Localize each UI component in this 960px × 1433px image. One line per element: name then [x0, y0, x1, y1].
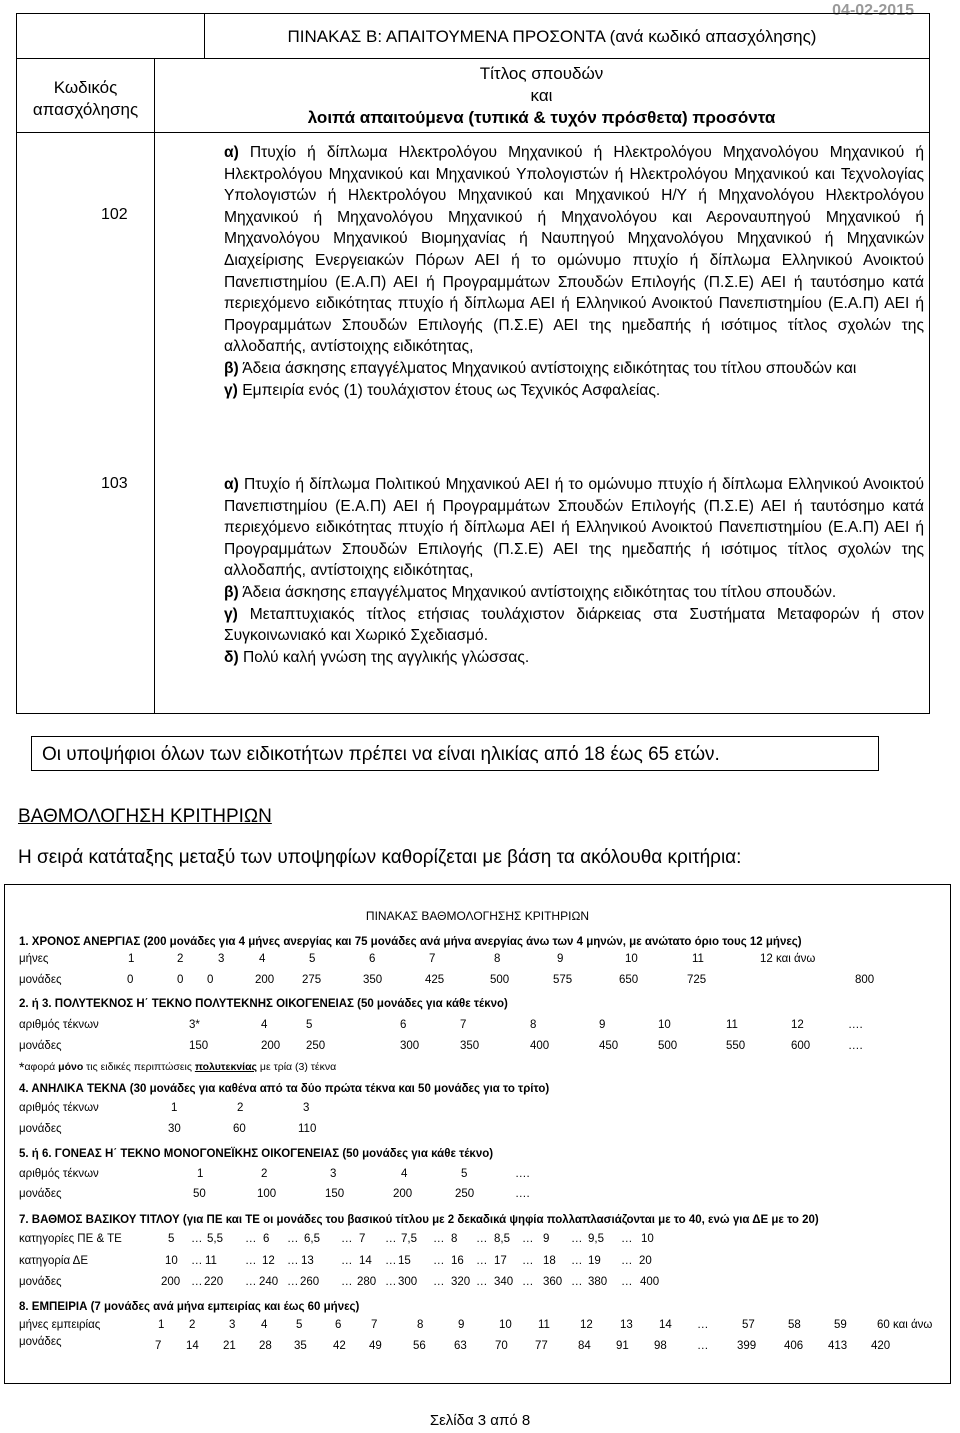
s7-row2-cell: …	[287, 1255, 299, 1267]
s8-row2-cell: 420	[871, 1340, 891, 1352]
s4-row2-cell: 110	[298, 1123, 317, 1135]
s8-row2-cell: 84	[578, 1340, 591, 1352]
s7-row3-cell: …	[245, 1276, 257, 1288]
s7-row1-cell: …	[287, 1233, 299, 1245]
s8-row2-cell: 91	[616, 1340, 629, 1352]
s1-row1-cell: 9	[557, 953, 564, 965]
s7-row1-cell: 9	[543, 1233, 550, 1245]
s7-row3-cell: 380	[588, 1276, 608, 1288]
section-7-row3-label: μονάδες	[19, 1276, 62, 1288]
s1-row1-cell: 4	[259, 953, 266, 965]
s8-row1-cell: 60 και άνω	[877, 1319, 933, 1331]
s7-row2-cell: 17	[494, 1255, 507, 1267]
s7-row2-cell: 20	[639, 1255, 652, 1267]
section-1-row2-label: μονάδες	[19, 974, 62, 986]
s8-row2-cell: 35	[294, 1340, 307, 1352]
qualifications-table	[16, 13, 930, 714]
s8-row1-cell: 3	[229, 1319, 236, 1331]
s7-row1-cell: 6,5	[304, 1233, 320, 1245]
s5-row2-cell: 200	[393, 1188, 413, 1200]
title-column-header: Τίτλος σπουδών και λοιπά απαιτούμενα (τυπικά & τυχόν πρόσθετα) προσόντα	[307, 64, 776, 127]
s7-row3-cell: 200	[161, 1276, 181, 1288]
s1-row1-cell: 2	[177, 953, 184, 965]
s7-row2-cell: 13	[301, 1255, 314, 1267]
s2-row1-cell: 12	[791, 1019, 804, 1031]
s7-row1-cell: 7,5	[401, 1233, 417, 1245]
s7-row3-cell: …	[522, 1276, 534, 1288]
job-code-103: 103	[101, 475, 128, 492]
s1-row2-cell: 425	[425, 974, 445, 986]
section-5-heading: 5. ή 6. ΓΟΝΕΑΣ Η΄ ΤΕΚΝΟ ΜΟΝΟΓΟΝΕΪΚΗΣ ΟΙΚΟΓΕΝΕΙΑΣ (50 μονάδες για κάθε τέκνο)	[19, 1148, 494, 1160]
s7-row3-cell: …	[433, 1276, 445, 1288]
s8-row1-cell: 14	[659, 1319, 672, 1331]
s8-row1-cell: 5	[296, 1319, 303, 1331]
s8-row1-cell: 58	[788, 1319, 801, 1331]
s1-row2-cell: 725	[687, 974, 707, 986]
section-5-row1-label: αριθμός τέκνων	[19, 1168, 99, 1180]
s8-row1-cell: 9	[458, 1319, 465, 1331]
s8-row1-cell: 59	[834, 1319, 847, 1331]
s2-row1-cell: ….	[848, 1019, 863, 1031]
s5-row2-cell: 50	[193, 1188, 206, 1200]
s5-row1-cell: 4	[401, 1168, 408, 1180]
s8-row1-cell: 4	[261, 1319, 268, 1331]
s8-row1-cell: 6	[335, 1319, 342, 1331]
s7-row1-cell: 9,5	[588, 1233, 604, 1245]
s7-row3-cell: …	[621, 1276, 633, 1288]
s1-row1-cell: 7	[429, 953, 436, 965]
section-5-row2-label: μονάδες	[19, 1188, 62, 1200]
s5-row2-cell: 150	[325, 1188, 345, 1200]
s2-row1-cell: 9	[599, 1019, 606, 1031]
s7-row2-cell: …	[571, 1255, 583, 1267]
s2-row2-cell: 350	[460, 1040, 480, 1052]
s7-row1-cell: 5,5	[207, 1233, 223, 1245]
section-2-note: *αφορά μόνο τις ειδικές περιπτώσεις πολυτεκνίας με τρία (3) τέκνα	[19, 1059, 337, 1075]
s7-row1-cell: …	[571, 1233, 583, 1245]
s7-row1-cell: 7	[359, 1233, 366, 1245]
s8-row1-cell: 8	[417, 1319, 424, 1331]
s1-row1-cell: 10	[625, 953, 638, 965]
s8-row1-cell: …	[697, 1319, 709, 1331]
s2-row1-cell: 6	[400, 1019, 407, 1031]
s8-row2-cell: 49	[369, 1340, 382, 1352]
s8-row2-cell: 56	[413, 1340, 426, 1352]
s4-row2-cell: 30	[168, 1123, 181, 1135]
s2-row1-cell: 4	[261, 1019, 268, 1031]
s8-row1-cell: 12	[580, 1319, 593, 1331]
s2-row2-cell: 600	[791, 1040, 811, 1052]
s8-row2-cell: 413	[828, 1340, 848, 1352]
s2-row1-cell: 10	[658, 1019, 671, 1031]
s1-row2-cell: 800	[855, 974, 875, 986]
s5-row2-cell: ….	[515, 1188, 530, 1200]
s8-row2-cell: 406	[784, 1340, 804, 1352]
section-1-row1-label: μήνες	[19, 953, 49, 965]
scoring-intro: Η σειρά κατάταξης μεταξύ των υποψηφίων καθορίζεται με βάση τα ακόλουθα κριτήρια:	[18, 847, 742, 868]
s1-row2-cell: 575	[553, 974, 573, 986]
code-column-header: Κωδικός απασχόλησης	[32, 78, 139, 119]
section-8-heading: 8. ΕΜΠΕΙΡΙΑ (7 μονάδες ανά μήνα εμπειρίας και έως 60 μήνες)	[19, 1301, 360, 1313]
s8-row1-cell: 11	[538, 1319, 550, 1331]
section-4-row2-label: μονάδες	[19, 1123, 62, 1135]
s5-row2-cell: 250	[455, 1188, 475, 1200]
section-7-heading: 7. ΒΑΘΜΟΣ ΒΑΣΙΚΟΥ ΤΙΤΛΟΥ (για ΠΕ και ΤΕ οι μονάδες του βασικού τίτλου με 2 δεκαδικά ψηφία πολλαπλασιάζονται με το 40, ενώ για ΔΕ με το 20)	[19, 1214, 819, 1226]
s7-row3-cell: …	[287, 1276, 299, 1288]
s8-row2-cell: 28	[259, 1340, 272, 1352]
s4-row1-cell: 1	[171, 1102, 178, 1114]
scoring-heading: ΒΑΘΜΟΛΟΓΗΣΗ ΚΡΙΤΗΡΙΩΝ	[18, 806, 272, 827]
s2-row2-cell: 150	[189, 1040, 209, 1052]
s1-row2-cell: 275	[302, 974, 322, 986]
s7-row3-cell: 400	[640, 1276, 660, 1288]
age-notice: Οι υποψήφιοι όλων των ειδικοτήτων πρέπει να είναι ηλικίας από 18 έως 65 ετών.	[31, 736, 879, 771]
s7-row3-cell: …	[341, 1276, 353, 1288]
s1-row2-cell: 350	[363, 974, 383, 986]
s7-row1-cell: …	[341, 1233, 353, 1245]
s8-row1-cell: 1	[158, 1319, 165, 1331]
s8-row2-cell: 14	[186, 1340, 199, 1352]
s7-row2-cell: 11	[205, 1255, 217, 1267]
s4-row2-cell: 60	[233, 1123, 246, 1135]
qualifications-102: α) Πτυχίο ή δίπλωμα Ηλεκτρολόγου Μηχανικού ή Ηλεκτρολόγου Μηχανολόγου Μηχανικού ή Ηλεκτρολόγου Μηχανικού και Μηχανικού Υπολογιστών ή Ηλεκτρολόγου Μηχανικού και Τεχνολογίας Υπολογιστών ή Ηλεκτρολόγου Μηχανικού και Μηχανικού Η/Υ ή Μηχανολόγου Ηλεκτρολόγου Μηχανικού ή Μηχανολόγου Μηχανικού ή Μηχανολόγου και Αεροναυπηγού Μηχανικού ή Μηχανολόγου Μηχανικού Βιομηχανίας ή Ναυπηγού Μηχανολόγου Μηχανικού ή Μηχανικών Διαχείρισης Ενεργειακών Πόρων ΑΕΙ ή το ομώνυμο πτυχίο ή δίπλωμα Ελληνικού Ανοικτού Πανεπιστημίου (Ε.Α.Π) ΑΕΙ ή Προγραμμάτων Σπουδών Επιλογής (Π.Σ.Ε) ΑΕΙ ή ταυτόσημο κατά περιεχόμενο ειδικότητας πτυχίο ή δίπλωμα ΑΕΙ ή Ελληνικού Ανοικτού Πανεπιστημίου (Ε.Α.Π) ΑΕΙ ή Προγραμμάτων Σπουδών Επιλογής (Π.Σ.Ε) ΑΕΙ της ημεδαπής ή ισότιμος τίτλος σχολών της αλλοδαπής, αντίστοιχης ειδικότητας, β) Άδεια άσκησης επαγγέλματος Μηχανικού αντίστοιχης ειδικότητας του τίτλου σπουδών και γ) Εμπειρία ενός (1) τουλάχιστον έτους ως Τεχνικός Ασφαλείας.	[224, 144, 924, 399]
section-2-row2-label: μονάδες	[19, 1040, 62, 1052]
s1-row2-cell: 0	[177, 974, 184, 986]
s8-row2-cell: 21	[223, 1340, 236, 1352]
page-footer: Σελίδα 3 από 8	[429, 1412, 531, 1429]
scoring-table-title: ΠΙΝΑΚΑΣ ΒΑΘΜΟΛΟΓΗΣΗΣ ΚΡΙΤΗΡΙΩΝ	[365, 909, 590, 923]
s8-row2-cell: …	[697, 1340, 709, 1352]
s2-row1-cell: 5	[306, 1019, 313, 1031]
s7-row3-cell: 300	[398, 1276, 418, 1288]
s7-row3-cell: …	[476, 1276, 488, 1288]
s1-row1-cell: 11	[692, 953, 704, 965]
s7-row2-cell: …	[385, 1255, 397, 1267]
s8-row2-cell: 98	[654, 1340, 667, 1352]
s7-row1-cell: …	[245, 1233, 257, 1245]
s2-row2-cell: 550	[726, 1040, 746, 1052]
s5-row1-cell: ….	[515, 1168, 530, 1180]
s8-row2-cell: 63	[454, 1340, 467, 1352]
s7-row1-cell: …	[191, 1233, 203, 1245]
s2-row1-cell: 8	[530, 1019, 537, 1031]
s7-row1-cell: …	[621, 1233, 633, 1245]
s2-row2-cell: 250	[306, 1040, 326, 1052]
s1-row2-cell: 500	[490, 974, 510, 986]
s1-row2-cell: 650	[619, 974, 639, 986]
s7-row3-cell: 220	[204, 1276, 224, 1288]
s7-row2-cell: 19	[588, 1255, 601, 1267]
s7-row2-cell: 16	[451, 1255, 464, 1267]
section-8-row1-label: μήνες εμπειρίας	[19, 1319, 101, 1331]
s1-row1-cell: 6	[369, 953, 376, 965]
s1-row2-cell: 0	[127, 974, 134, 986]
section-2-heading: 2. ή 3. ΠΟΛΥΤΕΚΝΟΣ Η΄ ΤΕΚΝΟ ΠΟΛΥΤΕΚΝΗΣ ΟΙΚΟΓΕΝΕΙΑΣ (50 μονάδες για κάθε τέκνο)	[19, 998, 508, 1010]
s7-row3-cell: 240	[259, 1276, 279, 1288]
s7-row3-cell: 360	[543, 1276, 563, 1288]
s7-row1-cell: …	[385, 1233, 397, 1245]
s7-row2-cell: …	[341, 1255, 353, 1267]
s2-row2-cell: 400	[530, 1040, 550, 1052]
s7-row3-cell: 260	[300, 1276, 320, 1288]
s7-row2-cell: …	[621, 1255, 633, 1267]
section-4-row1-label: αριθμός τέκνων	[19, 1102, 99, 1114]
s2-row2-cell: 500	[658, 1040, 678, 1052]
s7-row2-cell: …	[433, 1255, 445, 1267]
s7-row3-cell: …	[191, 1276, 203, 1288]
table-title: ΠΙΝΑΚΑΣ Β: ΑΠΑΙΤΟΥΜΕΝΑ ΠΡΟΣΟΝΤΑ (ανά κωδικό απασχόλησης)	[287, 27, 817, 46]
section-1-heading: 1. ΧΡΟΝΟΣ ΑΝΕΡΓΙΑΣ (200 μονάδες για 4 μήνες ανεργίας και 75 μονάδες ανά μήνα ανεργίας άνω των 4 μηνών, με ανώτατο όριο τους 12 μήνες)	[19, 936, 802, 948]
s2-row2-cell: 450	[599, 1040, 619, 1052]
s7-row1-cell: 8,5	[494, 1233, 510, 1245]
s7-row1-cell: …	[433, 1233, 445, 1245]
s5-row2-cell: 100	[257, 1188, 277, 1200]
section-7-row1-label: κατηγορίες ΠΕ & ΤΕ	[19, 1233, 122, 1245]
s8-row2-cell: 70	[495, 1340, 508, 1352]
s8-row1-cell: 7	[371, 1319, 378, 1331]
s2-row1-cell: 7	[460, 1019, 467, 1031]
s7-row2-cell: …	[522, 1255, 534, 1267]
s7-row2-cell: 14	[359, 1255, 372, 1267]
s1-row1-cell: 3	[218, 953, 225, 965]
s8-row1-cell: 13	[620, 1319, 633, 1331]
section-2-row1-label: αριθμός τέκνων	[19, 1019, 99, 1031]
s5-row1-cell: 2	[261, 1168, 268, 1180]
s2-row2-cell: ….	[848, 1040, 863, 1052]
s7-row1-cell: 6	[263, 1233, 270, 1245]
s1-row2-cell: 200	[255, 974, 275, 986]
s7-row2-cell: 18	[543, 1255, 556, 1267]
s5-row1-cell: 5	[461, 1168, 468, 1180]
s1-row2-cell: 0	[207, 974, 214, 986]
s4-row1-cell: 2	[237, 1102, 244, 1114]
s1-row1-cell: 5	[309, 953, 316, 965]
s7-row3-cell: …	[571, 1276, 583, 1288]
s7-row1-cell: 5	[168, 1233, 175, 1245]
section-4-heading: 4. ΑΝΗΛΙΚΑ ΤΕΚΝΑ (30 μονάδες για καθένα από τα δύο πρώτα τέκνα και 50 μονάδες για το τρίτο)	[19, 1083, 550, 1095]
s7-row1-cell: 8	[451, 1233, 458, 1245]
s2-row1-cell: 11	[726, 1019, 738, 1031]
s8-row2-cell: 77	[535, 1340, 548, 1352]
s8-row2-cell: 7	[155, 1340, 162, 1352]
s7-row1-cell: …	[522, 1233, 534, 1245]
s7-row3-cell: …	[385, 1276, 397, 1288]
s7-row2-cell: …	[191, 1255, 203, 1267]
s2-row1-cell: 3*	[189, 1019, 200, 1031]
s8-row1-cell: 57	[742, 1319, 755, 1331]
s7-row3-cell: 320	[451, 1276, 471, 1288]
s8-row1-cell: 2	[189, 1319, 196, 1331]
s7-row2-cell: 10	[165, 1255, 178, 1267]
s1-row1-cell: 8	[494, 953, 501, 965]
s7-row2-cell: 15	[398, 1255, 411, 1267]
document-date: 04-02-2015	[832, 2, 914, 19]
s7-row3-cell: 340	[494, 1276, 514, 1288]
s7-row3-cell: 280	[357, 1276, 377, 1288]
s7-row1-cell: 10	[641, 1233, 654, 1245]
s2-row2-cell: 200	[261, 1040, 281, 1052]
s8-row2-cell: 42	[333, 1340, 346, 1352]
section-8-row2-label: μονάδες	[19, 1336, 62, 1348]
s7-row2-cell: 12	[262, 1255, 275, 1267]
s7-row2-cell: …	[245, 1255, 257, 1267]
s5-row1-cell: 3	[330, 1168, 337, 1180]
s5-row1-cell: 1	[197, 1168, 204, 1180]
s4-row1-cell: 3	[303, 1102, 310, 1114]
s8-row2-cell: 399	[737, 1340, 757, 1352]
s1-row1-cell: 12 και άνω	[760, 953, 816, 965]
s2-row2-cell: 300	[400, 1040, 420, 1052]
qualifications-103: α) Πτυχίο ή δίπλωμα Πολιτικού Μηχανικού ΑΕΙ ή το ομώνυμο πτυχίο ή δίπλωμα Ελληνικού Ανοικτού Πανεπιστημίου (Ε.Α.Π) ΑΕΙ ή Προγραμμάτων Σπουδών Επιλογής (Π.Σ.Ε) ΑΕΙ ή ταυτόσημο κατά περιεχόμενο ειδικότητας πτυχίο ή δίπλωμα ΑΕΙ ή Ελληνικού Ανοικτού Πανεπιστημίου (Ε.Α.Π) ΑΕΙ ή Προγραμμάτων Σπουδών Επιλογής (Π.Σ.Ε) ΑΕΙ της ημεδαπής ή ισότιμος τίτλος σχολών της αλλοδαπής, αντίστοιχης ειδικότητας, β) Άδεια άσκησης επαγγέλματος Μηχανικού αντίστοιχης ειδικότητας του τίτλου σπουδών. γ) Μεταπτυχιακός τίτλος ετήσιας τουλάχιστον διάρκειας στα Συστήματα Μεταφορών ή στον Συγκοινωνιακό και Χωρικό Σχεδιασμό. δ) Πολύ καλή γνώση της αγγλικής γλώσσας.	[224, 476, 924, 666]
s7-row1-cell: …	[476, 1233, 488, 1245]
s7-row2-cell: …	[476, 1255, 488, 1267]
job-code-102: 102	[101, 206, 128, 223]
s1-row1-cell: 1	[128, 953, 135, 965]
scoring-table	[4, 884, 951, 1384]
s8-row1-cell: 10	[499, 1319, 512, 1331]
section-7-row2-label: κατηγορία ΔΕ	[19, 1255, 88, 1267]
